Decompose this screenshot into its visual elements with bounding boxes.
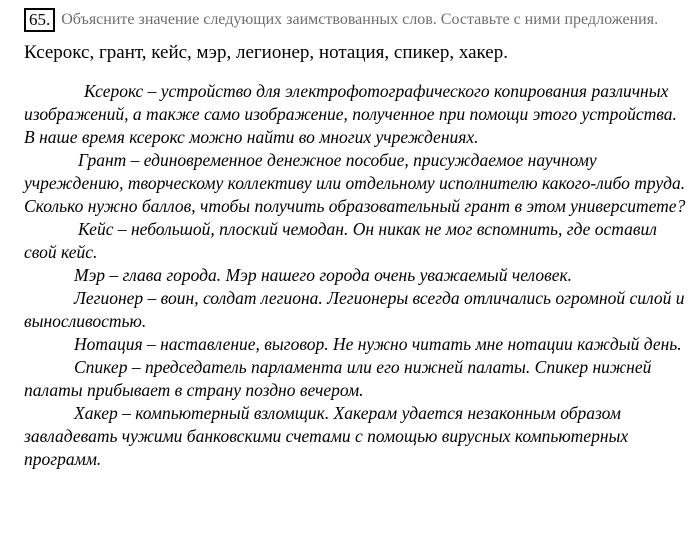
answer-paragraph-hacker: Хакер – компьютерный взломщик. Хакерам удается незаконным образом завладевать чужими банковскими счетами с помощью вирусных компьютерных программ.	[24, 403, 629, 469]
answer-paragraph-mayor: Мэр – глава города. Мэр нашего города очень уважаемый человек.	[74, 265, 573, 285]
word-list: Ксерокс, грант, кейс, мэр, легионер, нотация, спикер, хакер.	[24, 42, 508, 63]
answer-paragraph-grant: Грант – единовременное денежное пособие, присуждаемое научному учреждению, творческому коллективу или отдельному исполнителю какого-либо труда. Сколько нужно баллов, чтобы получить образовательный грант в этом университете?	[24, 150, 686, 216]
task-number-badge: 65.	[24, 8, 55, 32]
answer-paragraph-kserox: Ксерокс – устройство для электрофотографического копирования различных изображений, а также само изображение, полученное при помощи этого устройства. В наше время ксерокс можно найти во многих учреждениях.	[24, 81, 677, 147]
answer-block	[24, 80, 688, 471]
task-instruction: Объясните значение следующих заимствованных слов. Составьте с ними предложения.	[61, 11, 659, 28]
answer-paragraph-speaker: Спикер – председатель парламента или его нижней палаты. Спикер нижней палаты прибывает в страну поздно вечером.	[24, 357, 652, 400]
answer-paragraph-notation: Нотация – наставление, выговор. Не нужно читать мне нотации каждый день.	[74, 334, 682, 354]
task-header	[24, 8, 658, 32]
answer-paragraph-legionnaire: Легионер – воин, солдат легиона. Легионеры всегда отличались огромной силой и выносливостью.	[24, 288, 685, 331]
answer-paragraph-case: Кейс – небольшой, плоский чемодан. Он никак не мог вспомнить, где оставил свой кейс.	[24, 219, 657, 262]
